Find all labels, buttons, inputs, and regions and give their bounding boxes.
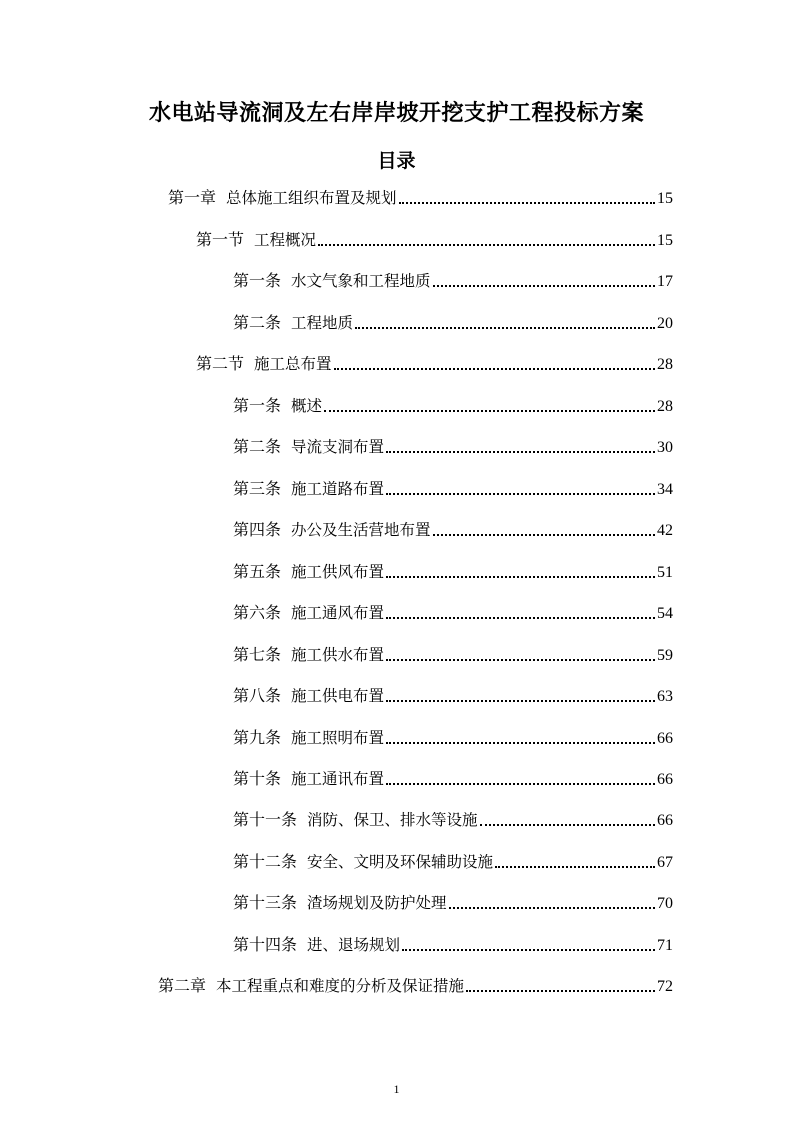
toc-entry-article[interactable] — [233, 602, 673, 624]
toc-entry-title: 导流支洞布置 — [291, 438, 385, 456]
toc-entry-page: 66 — [657, 771, 673, 788]
toc-entry-article[interactable] — [233, 685, 673, 707]
toc-entry-page: 66 — [657, 812, 673, 829]
toc-entry-page: 63 — [657, 688, 673, 705]
toc-entry-label: 第十二条 — [233, 852, 298, 871]
toc-leader-dots — [386, 493, 655, 495]
toc-entry-label: 第十三条 — [233, 893, 298, 912]
toc-entry-label: 第八条 — [233, 686, 282, 705]
toc-leader-dots — [480, 824, 655, 826]
toc-leader-dots — [433, 534, 655, 536]
toc-entry-page: 15 — [657, 190, 673, 207]
toc-entry-label: 第一条 — [233, 271, 282, 290]
toc-entry-title: 消防、保卫、排水等设施 — [307, 811, 478, 829]
toc-entry-title: 施工照明布置 — [291, 729, 385, 747]
toc-leader-dots — [402, 949, 655, 951]
toc-entry-label: 第一节 — [196, 230, 245, 249]
toc-leader-dots — [466, 990, 655, 992]
toc-entry-title: 施工通讯布置 — [291, 770, 385, 788]
toc-entry-page: 42 — [657, 522, 673, 539]
toc-entry-page: 66 — [657, 730, 673, 747]
toc-entry-article[interactable] — [233, 851, 673, 873]
toc-entry-article[interactable] — [233, 519, 673, 541]
toc-entry-label: 第四条 — [233, 520, 282, 539]
toc-entry-page: 30 — [657, 439, 673, 456]
toc-leader-dots — [433, 285, 655, 287]
toc-heading: 目录 — [377, 150, 416, 172]
toc-entry-label: 第五条 — [233, 562, 282, 581]
document-title: 水电站导流洞及左右岸岸坡开挖支护工程投标方案 — [148, 101, 644, 126]
toc-entry-page: 72 — [657, 978, 673, 995]
toc-entry-title: 本工程重点和难度的分析及保证措施 — [216, 977, 465, 995]
toc-entry-article[interactable] — [233, 809, 673, 831]
toc-entry-title: 总体施工组织布置及规划 — [226, 189, 397, 207]
toc-leader-dots — [386, 700, 655, 702]
toc-entry-label: 第三条 — [233, 479, 282, 498]
toc-entry-article[interactable] — [233, 644, 673, 666]
toc-entry-page: 15 — [657, 232, 673, 249]
toc-entry-title: 施工通风布置 — [291, 604, 385, 622]
toc-entry-label: 第一条 — [233, 396, 282, 415]
toc-entry-label: 第二条 — [233, 313, 282, 332]
toc-leader-dots — [449, 907, 655, 909]
toc-entry-title: 办公及生活营地布置 — [291, 521, 431, 539]
toc-entry-page: 34 — [657, 481, 673, 498]
toc-leader-dots — [399, 202, 655, 204]
toc-leader-dots — [386, 742, 655, 744]
toc-entry-section[interactable] — [196, 229, 673, 251]
toc-entry-title: 水文气象和工程地质 — [291, 272, 431, 290]
toc-entry-page: 51 — [657, 564, 673, 581]
toc-entry-page: 70 — [657, 895, 673, 912]
toc-entry-label: 第七条 — [233, 645, 282, 664]
toc-leader-dots — [386, 576, 655, 578]
toc-leader-dots — [334, 368, 655, 370]
toc-entry-page: 59 — [657, 647, 673, 664]
toc-leader-dots — [386, 451, 655, 453]
toc-entry-article[interactable] — [233, 934, 673, 956]
toc-entry-label: 第十一条 — [233, 810, 298, 829]
toc-leader-dots — [318, 244, 655, 246]
toc-entry-page: 67 — [657, 854, 673, 871]
toc-entry-title: 进、退场规划 — [307, 936, 401, 954]
toc-leader-dots — [355, 327, 655, 329]
toc-entry-label: 第十四条 — [233, 935, 298, 954]
toc-entry-article[interactable] — [233, 395, 673, 417]
toc-entry-title: 工程概况 — [254, 231, 317, 249]
toc-entry-page: 20 — [657, 315, 673, 332]
toc-entry-label: 第二节 — [196, 354, 245, 373]
toc-entry-page: 71 — [657, 937, 673, 954]
toc-entry-label: 第六条 — [233, 603, 282, 622]
toc-leader-dots — [495, 866, 655, 868]
toc-entry-article[interactable] — [233, 892, 673, 914]
toc-leader-dots — [386, 783, 655, 785]
toc-entry-label: 第十条 — [233, 769, 282, 788]
toc-entry-section[interactable] — [196, 353, 673, 375]
page-number: 1 — [393, 1082, 400, 1096]
toc-entry-article[interactable] — [233, 768, 673, 790]
toc-entry-article[interactable] — [233, 270, 673, 292]
toc-entry-article[interactable] — [233, 727, 673, 749]
toc-entry-title: 概述 — [291, 397, 323, 415]
toc-entry-title: 施工总布置 — [254, 355, 332, 373]
toc-entry-page: 54 — [657, 605, 673, 622]
toc-entry-article[interactable] — [233, 312, 673, 334]
toc-entry-title: 工程地质 — [291, 314, 354, 332]
toc-leader-dots — [386, 617, 655, 619]
toc-entry-title: 施工供电布置 — [291, 687, 385, 705]
toc-entry-chapter[interactable] — [168, 187, 673, 209]
toc-entry-page: 17 — [657, 273, 673, 290]
toc-entry-label: 第一章 — [168, 188, 217, 207]
toc-entry-article[interactable] — [233, 561, 673, 583]
toc-entry-title: 施工道路布置 — [291, 480, 385, 498]
toc-leader-dots — [324, 410, 655, 412]
toc-leader-dots — [386, 659, 655, 661]
toc-entry-title: 渣场规划及防护处理 — [307, 894, 447, 912]
toc-entry-title: 安全、文明及环保辅助设施 — [307, 853, 494, 871]
toc-entry-page: 28 — [657, 398, 673, 415]
toc-entry-label: 第二条 — [233, 437, 282, 456]
toc-entry-label: 第二章 — [158, 976, 207, 995]
toc-entry-page: 28 — [657, 356, 673, 373]
toc-entry-article[interactable] — [233, 436, 673, 458]
toc-entry-label: 第九条 — [233, 728, 282, 747]
toc-entry-title: 施工供水布置 — [291, 646, 385, 664]
toc-entry-chapter[interactable] — [158, 975, 673, 997]
toc-entry-article[interactable] — [233, 478, 673, 500]
toc-entry-title: 施工供风布置 — [291, 563, 385, 581]
